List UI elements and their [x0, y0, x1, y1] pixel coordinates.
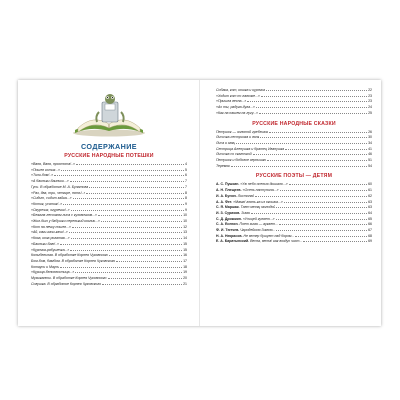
toc-entry-text: «А баиньки-баиньки...»: [31, 179, 69, 184]
toc-entry: [216, 164, 372, 170]
dot-leader: [72, 227, 182, 228]
toc-entry-page-number: 41: [368, 146, 372, 151]
dot-leader: [276, 230, 367, 231]
toc-entry-text: Собака, кот, кошка и курочка: [216, 88, 265, 92]
toc-entry-page-number: 62: [368, 193, 372, 198]
toc-entry-text: «Ваня, Ваня, простота!..»: [31, 162, 76, 166]
toc-entry-author: Е. А. Баратынский.: [216, 239, 250, 244]
toc-entry-text: «Ходит кот по лавочке...»: [216, 93, 260, 98]
toc-entry-page-number: 5: [185, 167, 187, 172]
toc-entry-text: «Огуречик, огуречик!..»: [31, 207, 70, 212]
toc-entry-text: Теремок: [216, 163, 230, 168]
dot-leader: [89, 187, 184, 188]
toc-entry-text: «Бежала лесочком лиса с кузовочком...»: [31, 213, 98, 218]
right-contents-list: [216, 88, 372, 245]
toc-entry-title: [216, 164, 230, 170]
toc-entry-author: С. Я. Маршак.: [216, 205, 240, 210]
toc-entry-page-number: 19: [183, 270, 187, 275]
toc-entry-text: «Кот на печку пошел...»: [31, 224, 71, 229]
toc-entry-page-number: 63: [368, 205, 372, 210]
toc-entry-page-number: 9: [185, 201, 187, 206]
toc-entry: [31, 282, 187, 288]
toc-entry-author: Ф. И. Тютчев.: [216, 228, 240, 233]
dot-leader: [101, 221, 182, 222]
toc-entry-text: Лиса и заяц: [216, 140, 236, 145]
dot-leader: [276, 219, 367, 220]
toc-entry-page-number: 16: [183, 253, 187, 258]
toc-entry-text: «Улицей гуляет...»: [242, 216, 275, 221]
dot-leader: [60, 244, 182, 245]
toc-entry-text: Петушок и бобовое зернышко: [216, 158, 267, 163]
toc-entry-text: Листопад: [237, 193, 255, 198]
toc-entry-page-number: 23: [368, 99, 372, 104]
dot-leader: [289, 184, 367, 185]
left-contents-list: [31, 153, 187, 287]
dot-leader: [69, 232, 182, 233]
toc-entry-page-number: 7: [185, 184, 187, 189]
toc-entry-author: А. Н. Плещеев.: [216, 188, 242, 193]
toc-entry-page-number: 15: [183, 247, 187, 252]
toc-entry-page-number: 46: [368, 152, 372, 157]
dot-leader: [259, 113, 367, 114]
section-title-poets: РУССКИЕ ПОЭТЫ — ДЕТЯМ: [255, 173, 333, 180]
toc-entry-author: А. А. Фет.: [216, 199, 233, 204]
open-book-with-frog-illustration: [69, 92, 149, 138]
contents-title: СОДЕРЖАНИЕ: [81, 142, 137, 151]
page-fold: [199, 80, 200, 326]
toc-entry-text: Гуси. В обработке М. А. Булатова: [31, 184, 89, 189]
toc-entry-text: «Курочка-рябушечка...»: [31, 247, 70, 252]
dot-leader: [267, 160, 367, 161]
toc-entry-page-number: 51: [368, 158, 372, 163]
toc-entry-text: «Осень наступила...»: [242, 188, 279, 193]
toc-entry-text: «Мама! глянь-ка из окошка...»: [233, 199, 283, 204]
right-page: [216, 88, 372, 245]
toc-entry-page-number: 14: [183, 236, 187, 241]
toc-entry-page-number: 34: [368, 140, 372, 145]
folk-tales-entries: [216, 130, 372, 170]
toc-entry-title: [216, 111, 258, 117]
dot-leader: [102, 284, 182, 285]
toc-entry: [216, 239, 372, 245]
toc-entry: [216, 111, 372, 117]
toc-entry-page-number: 64: [368, 210, 372, 215]
dot-leader: [70, 181, 184, 182]
toc-entry-text: Поет зима — аукает...: [239, 222, 279, 227]
dot-leader: [108, 278, 183, 279]
toc-entry-title: [216, 239, 302, 245]
toc-entry-author: И. З. Суриков.: [216, 210, 241, 215]
dot-leader: [98, 215, 182, 216]
toc-entry-page-number: 68: [368, 233, 372, 238]
dot-leader: [63, 204, 184, 205]
toc-entry-page-number: 23: [368, 93, 372, 98]
toc-entry-title: [31, 282, 101, 288]
toc-entry-text: «Тили-бом!..»: [31, 173, 54, 178]
toc-entry-page-number: 63: [368, 199, 372, 204]
dot-leader: [255, 196, 367, 197]
nursery-rhymes-continued-entries: [216, 88, 372, 117]
dot-leader: [54, 175, 184, 176]
dot-leader: [71, 210, 184, 211]
dot-leader: [75, 272, 182, 273]
poets-entries: [216, 182, 372, 245]
toc-entry-text: «Как на нашем на лугу...»: [216, 110, 259, 115]
section-title-folk-tales: РУССКИЕ НАРОДНЫЕ СКАЗКИ: [252, 120, 336, 127]
toc-entry-text: Тает месяц молодой: [240, 205, 276, 210]
toc-entry-text: Зима: [241, 210, 250, 215]
toc-entry-text: «Пошел котик...»: [31, 167, 61, 172]
dot-leader: [247, 101, 367, 102]
dot-leader: [256, 107, 367, 108]
toc-entry-text: «Жил-был у бабушки серенький козлик...»: [31, 219, 100, 224]
toc-entry-text: Музыканты. В обработке Корнея Чуковского: [31, 276, 107, 281]
toc-entry-text: «Котик, усатик!..»: [31, 201, 63, 206]
toc-entry-page-number: 30: [368, 135, 372, 140]
dot-leader: [86, 193, 184, 194]
toc-entry-page-number: 6: [185, 173, 187, 178]
toc-entry-page-number: 18: [183, 264, 187, 269]
dot-leader: [285, 149, 367, 150]
toc-entry-page-number: 20: [183, 276, 187, 281]
toc-entry-page-number: 10: [183, 213, 187, 218]
toc-entry-author: И. А. Бунин.: [216, 193, 237, 198]
book-spread: [18, 80, 381, 326]
toc-entry-page-number: 69: [368, 239, 372, 244]
toc-entry-page-number: 15: [183, 241, 187, 246]
toc-entry-page-number: 9: [185, 207, 187, 212]
toc-entry-text: «Уж небо осенью дышало...»: [240, 182, 288, 187]
toc-entry-text: Сестрица Аленушка и братец Иванушка: [216, 146, 285, 151]
dot-leader: [279, 224, 367, 225]
dot-leader: [70, 250, 182, 251]
toc-entry-page-number: 21: [183, 281, 187, 286]
toc-entry-page-number: 66: [368, 222, 372, 227]
nursery-rhymes-entries: [31, 162, 187, 287]
toc-entry-page-number: 8: [185, 190, 187, 195]
dot-leader: [269, 132, 367, 133]
dot-leader: [236, 143, 367, 144]
toc-entry-author: С. А. Есенин.: [216, 222, 239, 227]
toc-entry-text: «Баиньки-баю!..»: [31, 241, 60, 246]
toc-entry-text: Котауси и Мауси: [31, 264, 60, 269]
toc-entry-author: А. С. Пушкин.: [216, 182, 240, 187]
toc-entry-page-number: 22: [368, 88, 372, 92]
toc-entry-text: «Пришла весна...»: [216, 99, 247, 104]
toc-entry-text: Колыбельная. В обработке Корнея Чуковского: [31, 253, 109, 258]
toc-entry-page-number: 4: [185, 162, 187, 166]
toc-entry-page-number: 8: [185, 196, 187, 201]
toc-entry-text: Не ветер бушует над бором...: [243, 233, 295, 238]
toc-entry-page-number: 25: [368, 110, 372, 115]
toc-entry-text: Чародейкою Зимою...: [240, 228, 276, 233]
toc-entry-text: Совушка. В обработке Корнея Чуковского: [31, 281, 102, 286]
dot-leader: [266, 90, 367, 91]
toc-entry-page-number: 17: [183, 258, 187, 263]
dot-leader: [76, 164, 184, 165]
toc-entry-text: «Раз, два, три, четыре, пять!..»: [31, 190, 86, 195]
toc-entry-page-number: 10: [183, 219, 187, 224]
toc-entry-page-number: 61: [368, 188, 372, 193]
toc-entry-text: Лисичка-сестричка и волк: [216, 135, 260, 140]
toc-entry-page-number: 65: [368, 216, 372, 221]
dot-leader: [73, 198, 185, 199]
toc-entry-text: «Сидит, сидит зайка...»: [31, 196, 72, 201]
dot-leader: [61, 170, 184, 171]
dot-leader: [71, 238, 183, 239]
toc-entry-page-number: 54: [368, 163, 372, 168]
toc-entry-page-number: 60: [368, 182, 372, 187]
toc-entry-author: Н. А. Некрасов.: [216, 233, 243, 238]
dot-leader: [280, 190, 368, 191]
dot-leader: [231, 166, 367, 167]
toc-entry-text: Лисичка со скалочкой: [216, 152, 252, 157]
toc-entry-text: «Курица-белохвостица...»: [31, 270, 75, 275]
toc-entry-text: «Ах ты, радуга-дуга...»: [216, 105, 255, 110]
toc-entry-text: «Коза, коза рогатая...»: [31, 236, 70, 241]
dot-leader: [116, 261, 182, 262]
dot-leader: [295, 236, 367, 237]
toc-entry-page-number: 24: [368, 105, 372, 110]
toc-entry-page-number: 7: [185, 179, 187, 184]
dot-leader: [303, 241, 367, 242]
toc-entry-page-number: 26: [368, 129, 372, 134]
dot-leader: [260, 137, 367, 138]
dot-leader: [261, 96, 367, 97]
toc-entry-author: С. Д. Дрожжин.: [216, 216, 242, 221]
dot-leader: [251, 213, 367, 214]
dot-leader: [60, 267, 182, 268]
toc-entry-text: Петушок — золотой гребешок: [216, 129, 269, 134]
section-title-nursery-rhymes: РУССКИЕ НАРОДНЫЕ ПОТЕШКИ: [64, 153, 154, 159]
dot-leader: [276, 207, 367, 208]
toc-entry-text: «Ай, качи-качи-качи!..»: [31, 230, 68, 235]
toc-entry-page-number: 12: [183, 224, 187, 229]
toc-entry-text: Весна, весна! как воздух чист...: [250, 239, 303, 244]
dot-leader: [109, 255, 182, 256]
dot-leader: [253, 154, 368, 155]
toc-entry-page-number: 13: [183, 230, 187, 235]
toc-entry-page-number: 67: [368, 228, 372, 233]
dot-leader: [284, 202, 367, 203]
toc-entry-text: Бом-бом, бамбом. В обработке Корнея Чуковского: [31, 258, 116, 263]
